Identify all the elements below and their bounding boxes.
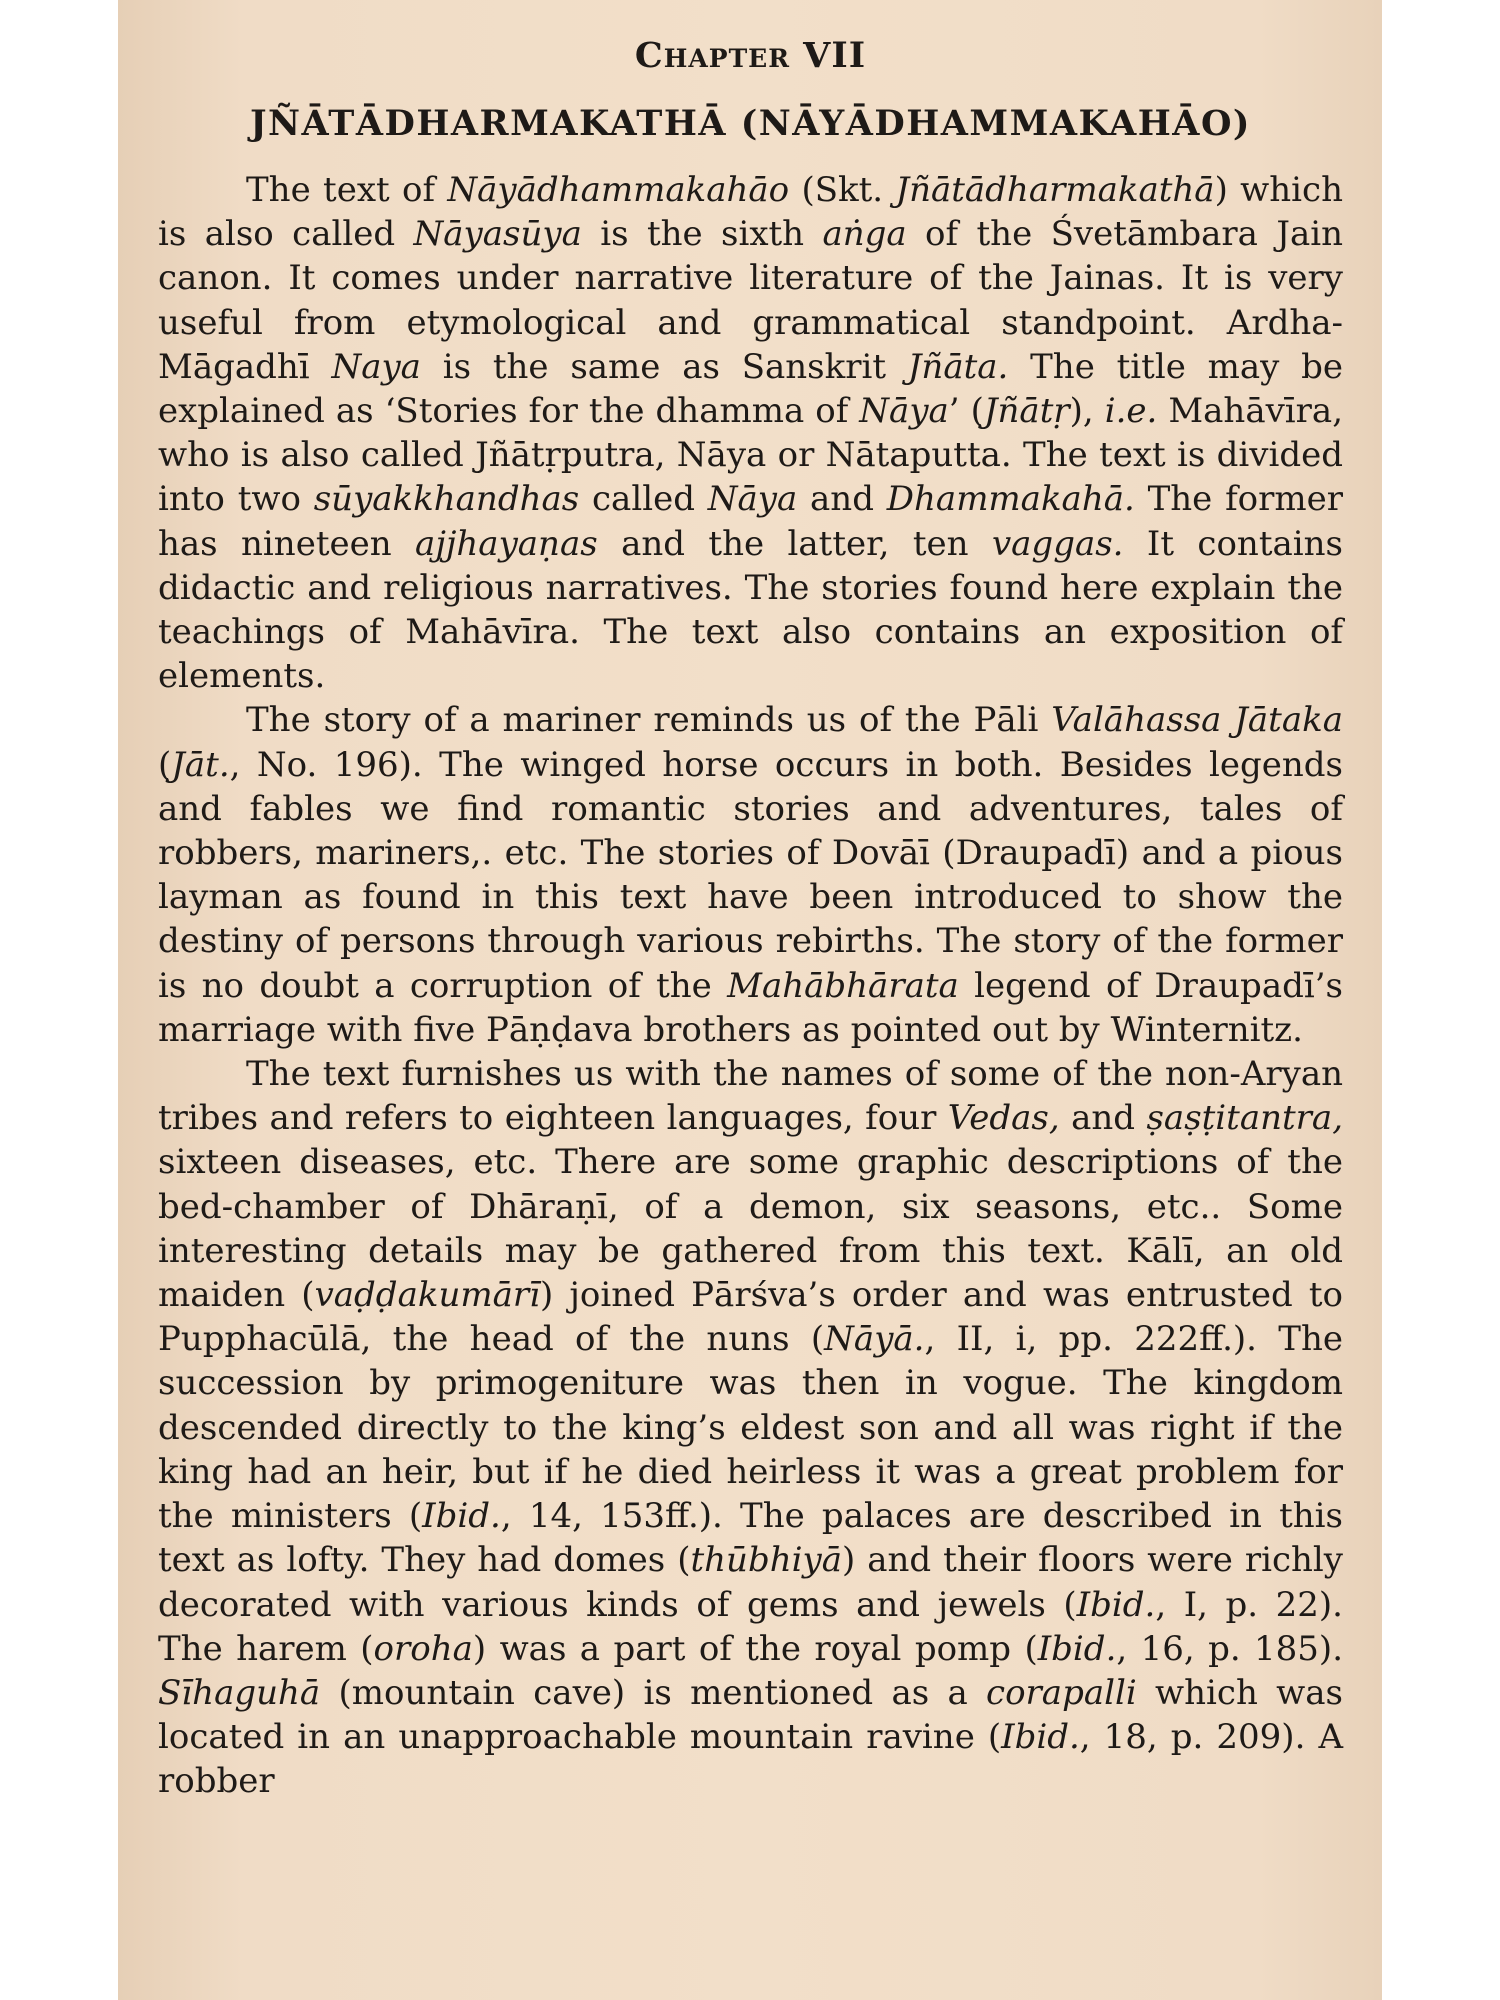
italic-term: Ibid. bbox=[1037, 1628, 1117, 1669]
text-run: (mountain cave) is mentioned as a bbox=[320, 1672, 987, 1713]
italic-term: corapalli bbox=[986, 1672, 1137, 1713]
text-run: The title may be explained as ‘Stories for the dhamma of bbox=[158, 346, 1343, 432]
text-run: is the same as Sanskrit bbox=[420, 346, 908, 387]
text-run: The text furnishes us with the names of some of the non-Aryan tribes and refers to eighteen languages, four bbox=[158, 1054, 1343, 1139]
paragraph-1 bbox=[158, 168, 1343, 698]
text-run: It contains didactic and religious narratives. The stories found here explain the teachings of Mahāvīra. The text also contains an exposition of elements. bbox=[158, 523, 1343, 697]
italic-term: Jñātṛ bbox=[983, 391, 1070, 432]
text-run: and the latter, ten bbox=[597, 523, 992, 564]
text-run: ’ ( bbox=[948, 391, 984, 432]
italic-term: Vedas, bbox=[947, 1098, 1060, 1139]
page-content bbox=[158, 30, 1343, 1804]
italic-term: Nāyā. bbox=[824, 1319, 925, 1360]
text-run: (Skt. bbox=[789, 170, 896, 210]
text-run: , 14, 153ff.). The palaces are described in this text as lofty. They had domes ( bbox=[158, 1496, 1343, 1581]
text-run: , I, p. 22). The harem ( bbox=[158, 1584, 1343, 1669]
italic-term: ṣaṣṭitantra, bbox=[1146, 1098, 1343, 1139]
text-run: ( bbox=[158, 744, 172, 785]
italic-term: ajjhayaṇas bbox=[415, 523, 598, 564]
italic-term: Jāt. bbox=[171, 744, 230, 785]
text-run: ) and their floors were richly decorated with various kinds of gems and jewels ( bbox=[158, 1540, 1343, 1625]
text-run: and bbox=[797, 479, 887, 520]
text-run: ) which is also called bbox=[158, 170, 1344, 255]
chapter-number: Chapter VII bbox=[634, 35, 867, 76]
italic-term: Ibid. bbox=[422, 1496, 501, 1537]
italic-term: Jñāta. bbox=[907, 346, 1009, 387]
italic-term: oroha bbox=[373, 1628, 473, 1669]
italic-term: Naya bbox=[331, 346, 421, 387]
text-run: called bbox=[579, 479, 708, 520]
text-run: The story of a mariner reminds us of the Pāli bbox=[246, 700, 1052, 741]
italic-term: Nāya bbox=[707, 479, 798, 520]
italic-term: i.e. bbox=[1104, 391, 1158, 432]
text-run: and bbox=[1059, 1098, 1147, 1139]
italic-term: vaggas. bbox=[991, 523, 1124, 564]
text-run: , 16, p. 185). bbox=[1116, 1628, 1344, 1669]
text-run: , No. 196). The winged horse occurs in both. Besides legends and fables we find romantic stories and adventures, tales of robbers, mariners,. etc. The stories of Dovāī (Draupadī) and a pious layman as found in this text have been introduced to show the destiny of persons through various rebirths. The story of the former is no doubt a corruption of the bbox=[158, 744, 1343, 1006]
text-run: legend of Draupadī’s marriage with five Pāṇḍava brothers as pointed out by Winternitz. bbox=[158, 965, 1343, 1050]
text-run: ) was a part of the royal pomp ( bbox=[472, 1628, 1038, 1669]
paragraph-2 bbox=[158, 698, 1343, 1052]
text-run: ), bbox=[1069, 391, 1105, 432]
text-run: , II, i, pp. 222ff.). The succession by primogeniture was then in vogue. The kingdom descended directly to the king’s eldest son and all was right if the king had an heir, but if he died heirless it was a great problem for the ministers ( bbox=[158, 1319, 1343, 1537]
text-run: sixteen diseases, etc. There are some graphic descriptions of the bed-chamber of Dhāraṇī, of a demon, six seasons, etc.. Some interesting details may be gathered from this text. Kālī, an old maiden ( bbox=[158, 1142, 1343, 1316]
italic-term: Ibid. bbox=[1001, 1717, 1080, 1758]
italic-term: Dhammakahā. bbox=[886, 479, 1135, 520]
text-run: of the Śvetāmbara Jain canon. It comes under narrative literature of the Jainas. It is very useful from etymological and grammatical standpoint. Ardha-Māgadhī bbox=[158, 214, 1343, 387]
text-run: Mahāvīra, who is also called Jñātṛputra, Nāya or Nātaputta. The text is divided into two bbox=[158, 391, 1344, 520]
italic-term: Sīhaguhā bbox=[158, 1672, 321, 1713]
italic-term: Ibid. bbox=[1076, 1584, 1156, 1625]
italic-term: Mahābhārata bbox=[727, 965, 959, 1006]
text-run: is the sixth bbox=[581, 214, 823, 255]
chapter-title: JÑĀTĀDHARMAKATHĀ (NĀYĀDHAMMAKAHĀO) bbox=[249, 103, 1251, 144]
text-run: The former has nineteen bbox=[158, 479, 1343, 564]
italic-term: thūbhiyā bbox=[690, 1540, 842, 1581]
italic-term: vaḍḍakumārī bbox=[314, 1275, 540, 1316]
italic-term: aṅga bbox=[822, 214, 907, 255]
paragraph-3 bbox=[158, 1052, 1343, 1803]
italic-term: Valāhassa Jātaka bbox=[1051, 700, 1343, 741]
italic-term: Nāyādhammakahāo bbox=[447, 170, 790, 210]
italic-term: Nāyasūya bbox=[413, 214, 582, 255]
text-run: ) joined Pārśva’s order and was entrusted to Pupphacūlā, the head of the nuns ( bbox=[158, 1275, 1343, 1360]
text-run: which was located in an unapproachable mountain ravine ( bbox=[158, 1672, 1343, 1758]
text-run: The text of bbox=[246, 170, 448, 210]
book-page bbox=[118, 0, 1382, 2000]
text-run: , 18, p. 209). A robber bbox=[158, 1717, 1343, 1802]
italic-term: Jñātādharmakathā bbox=[895, 170, 1215, 210]
italic-term: sūyakkhandhas bbox=[313, 479, 580, 520]
italic-term: Nāya bbox=[859, 391, 949, 432]
